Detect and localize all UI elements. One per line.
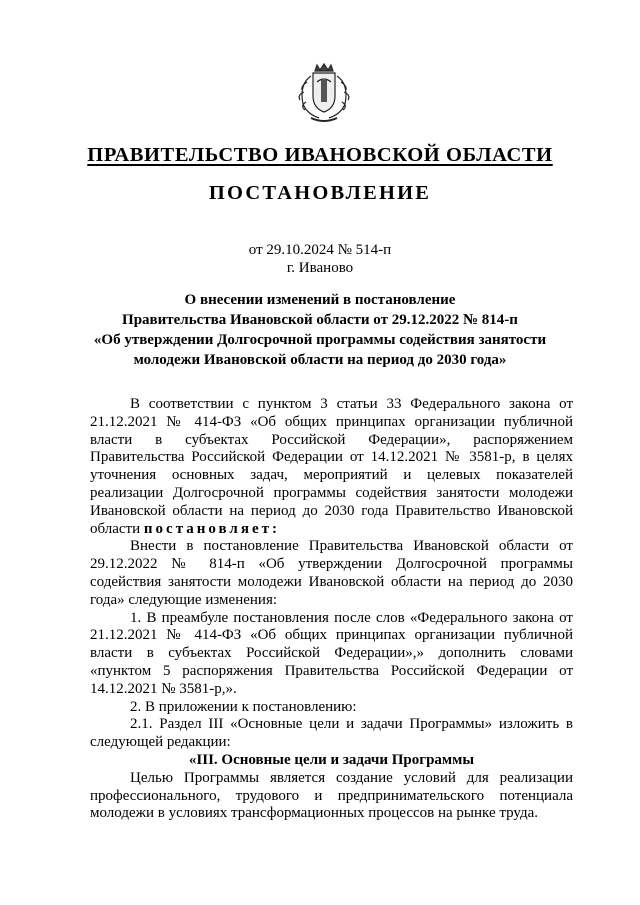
paragraph-item-2-1: 2.1. Раздел III «Основные цели и задачи Программы» изложить в следующей редакции: <box>90 716 573 751</box>
intro-text: В соответствии с пунктом 3 статьи 33 Федерального закона от 21.12.2021 № 414-ФЗ «Об общих принципах организации публичной власти в субъектах Российской Федерации», распоряжением Правительства Российской Федерации от 14.12.2021 № 3581-р, в целях уточнения основных задач, мероприятий и целевых показателей реализации Долгосрочной программы содействия занятости молодежи Ивановской области на период до 2030 года Правительство Ивановской области <box>90 396 573 537</box>
coat-of-arms-icon <box>291 62 357 126</box>
resolves-colon: : <box>272 520 277 537</box>
paragraph-item-2: 2. В приложении к постановлению: <box>130 698 357 715</box>
document-title <box>90 290 550 370</box>
title-line: молодежи Ивановской области на период до 2030 года» <box>133 352 507 368</box>
section-heading: «III. Основные цели и задачи Программы <box>188 751 475 768</box>
paragraph-goal: Целью Программы является создание условий для реализации профессионального, трудового и предпринимательского потенциала молодежи в условиях трансформационных процессов на рынке труда. <box>90 769 573 822</box>
title-line: О внесении изменений в постановление <box>184 292 456 308</box>
paragraph-item-1: 1. В преамбуле постановления после слов «Федерального закона от 21.12.2021 № 414-ФЗ «Об общих принципах организации публичной власти в субъектах Российской Федерации»,» дополнить словами «пунктом 5 распоряжения Правительства Российской Федерации от 14.12.2021 № 3581-р,». <box>90 609 573 697</box>
resolves-word: постановляет <box>143 520 272 537</box>
document-city: г. Иваново <box>286 260 354 276</box>
intro-paragraph <box>90 396 573 538</box>
document-body <box>90 396 573 823</box>
paragraph-amend: Внести в постановление Правительства Ивановской области от 29.12.2022 № 814-п «Об утверждении Долгосрочной программы содействия занятости молодежи Ивановской области на период до 2030 года» следующие изменения: <box>90 538 573 608</box>
document-type: ПОСТАНОВЛЕНИЕ <box>208 182 432 204</box>
title-line: Правительства Ивановской области от 29.12.2022 № 814-п <box>122 312 518 328</box>
document-date-number: от 29.10.2024 № 514-п <box>248 242 392 258</box>
title-line: «Об утверждении Долгосрочной программы содействия занятости <box>93 332 547 348</box>
organization-name: ПРАВИТЕЛЬСТВО ИВАНОВСКОЙ ОБЛАСТИ <box>87 144 553 166</box>
